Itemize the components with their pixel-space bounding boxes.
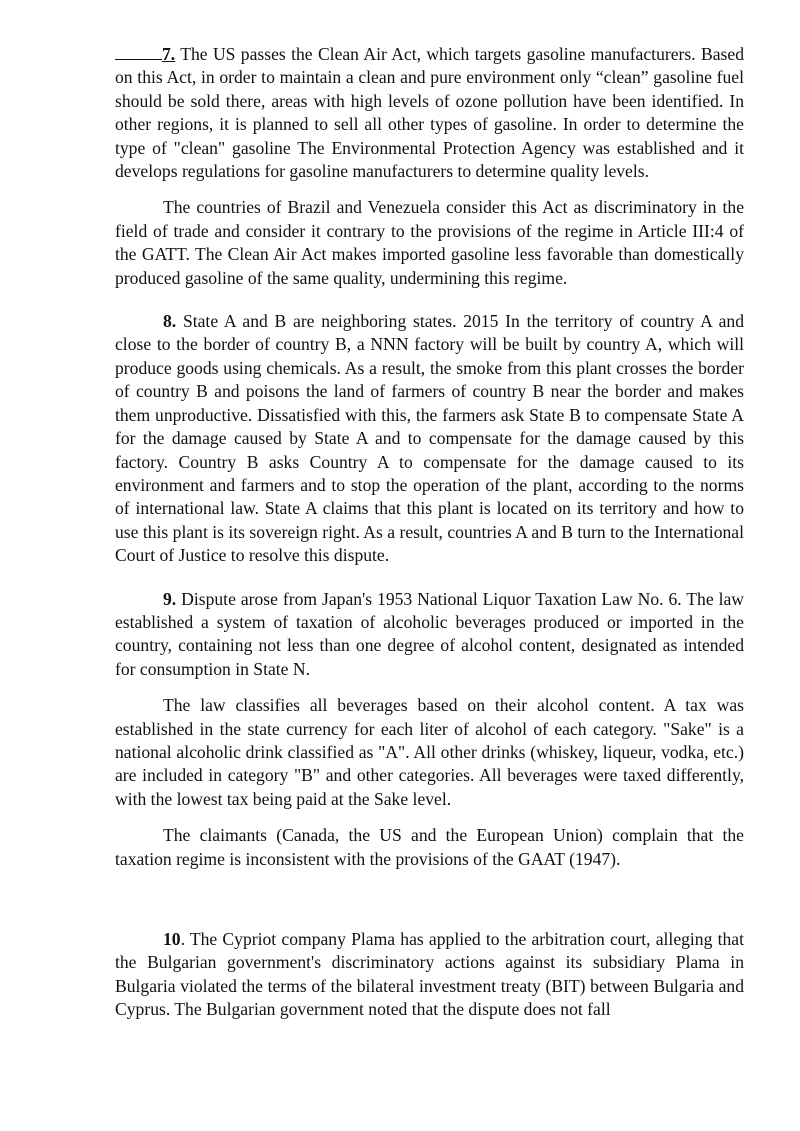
case-7-paragraph-1 [115,43,744,183]
case-7-number: 7. [162,44,176,64]
case-9-text-1: Dispute arose from Japan's 1953 National Liquor Taxation Law No. 6. The law established a system of taxation of alcoholic beverages produced or imported in the country, containing not less than one degree of alcohol content, designated as intended for consumption in State N. [115,588,744,679]
case-10-text-1: . The Cypriot company Plama has applied to the arbitration court, alleging that the Bulgarian government's discriminatory actions against its subsidiary Plama in Bulgaria violated the terms of the bilateral investment treaty (BIT) between Bulgaria and Cyprus. The Bulgarian government noted that the dispute does not fall [115,929,744,1020]
case-9-paragraph-2: The law classifies all beverages based on their alcohol content. A tax was established in the state currency for each liter of alcohol of each category. "Sake" is a national alcoholic drink classified as "A". All other drinks (whiskey, liqueur, vodka, etc.) are included in category "B" and other categories. All beverages were taxed differently, with the lowest tax being paid at the Sake level. [115,695,744,809]
case-8-number: 8. [163,311,177,332]
case-10-number: 10 [163,929,181,949]
case-9-paragraph-1 [115,588,744,682]
case-7-paragraph-2: The countries of Brazil and Venezuela consider this Act as discriminatory in the field of trade and consider it contrary to the provisions of the regime in Article III:4 of the GATT. The Clean Air Act makes imported gasoline less favorable than domestically produced gasoline of the same quality, undermining this regime. [115,197,744,288]
case-7-text-1: The US passes the Clean Air Act, which targets gasoline manufacturers. Based on this Act, in order to maintain a clean and pure environment only “clean” gasoline fuel should be sold there, areas with high levels of ozone pollution have been identified. In other regions, it is planned to sell all other types of gasoline. In order to determine the type of "clean" gasoline The Environmental Protection Agency was established and it develops regulations for gasoline manufacturers to determine quality levels. [115,44,744,182]
case-8-text-1: State A and B are neighboring states. 2015 In the territory of country A and close to the border of country B, a NNN factory will be built by country A, which will produce goods using chemicals. As a result, the smoke from this plant crosses the border of country B and poisons the land of farmers of country B near the border and makes them unproductive. Dissatisfied with this, the farmers ask State B to compensate State A for the damage caused by State A and to compensate for the damage caused by this factory. Country B asks Country A to compensate for the damage caused to its environment and farmers and to stop the operation of the plant, according to the norms of international law. State A claims that this plant is located on its territory and how to use this plant is its sovereign right. As a result, countries A and B turn to the International Court of Justice to resolve this dispute. [115,311,744,566]
case-9-number: 9. [163,588,177,609]
blank-underline [115,45,162,60]
case-10-paragraph-1 [115,928,744,1022]
case-8-paragraph-1 [115,310,744,567]
case-9-paragraph-3: The claimants (Canada, the US and the European Union) complain that the taxation regime is inconsistent with the provisions of the GAAT (1947). [115,825,744,869]
